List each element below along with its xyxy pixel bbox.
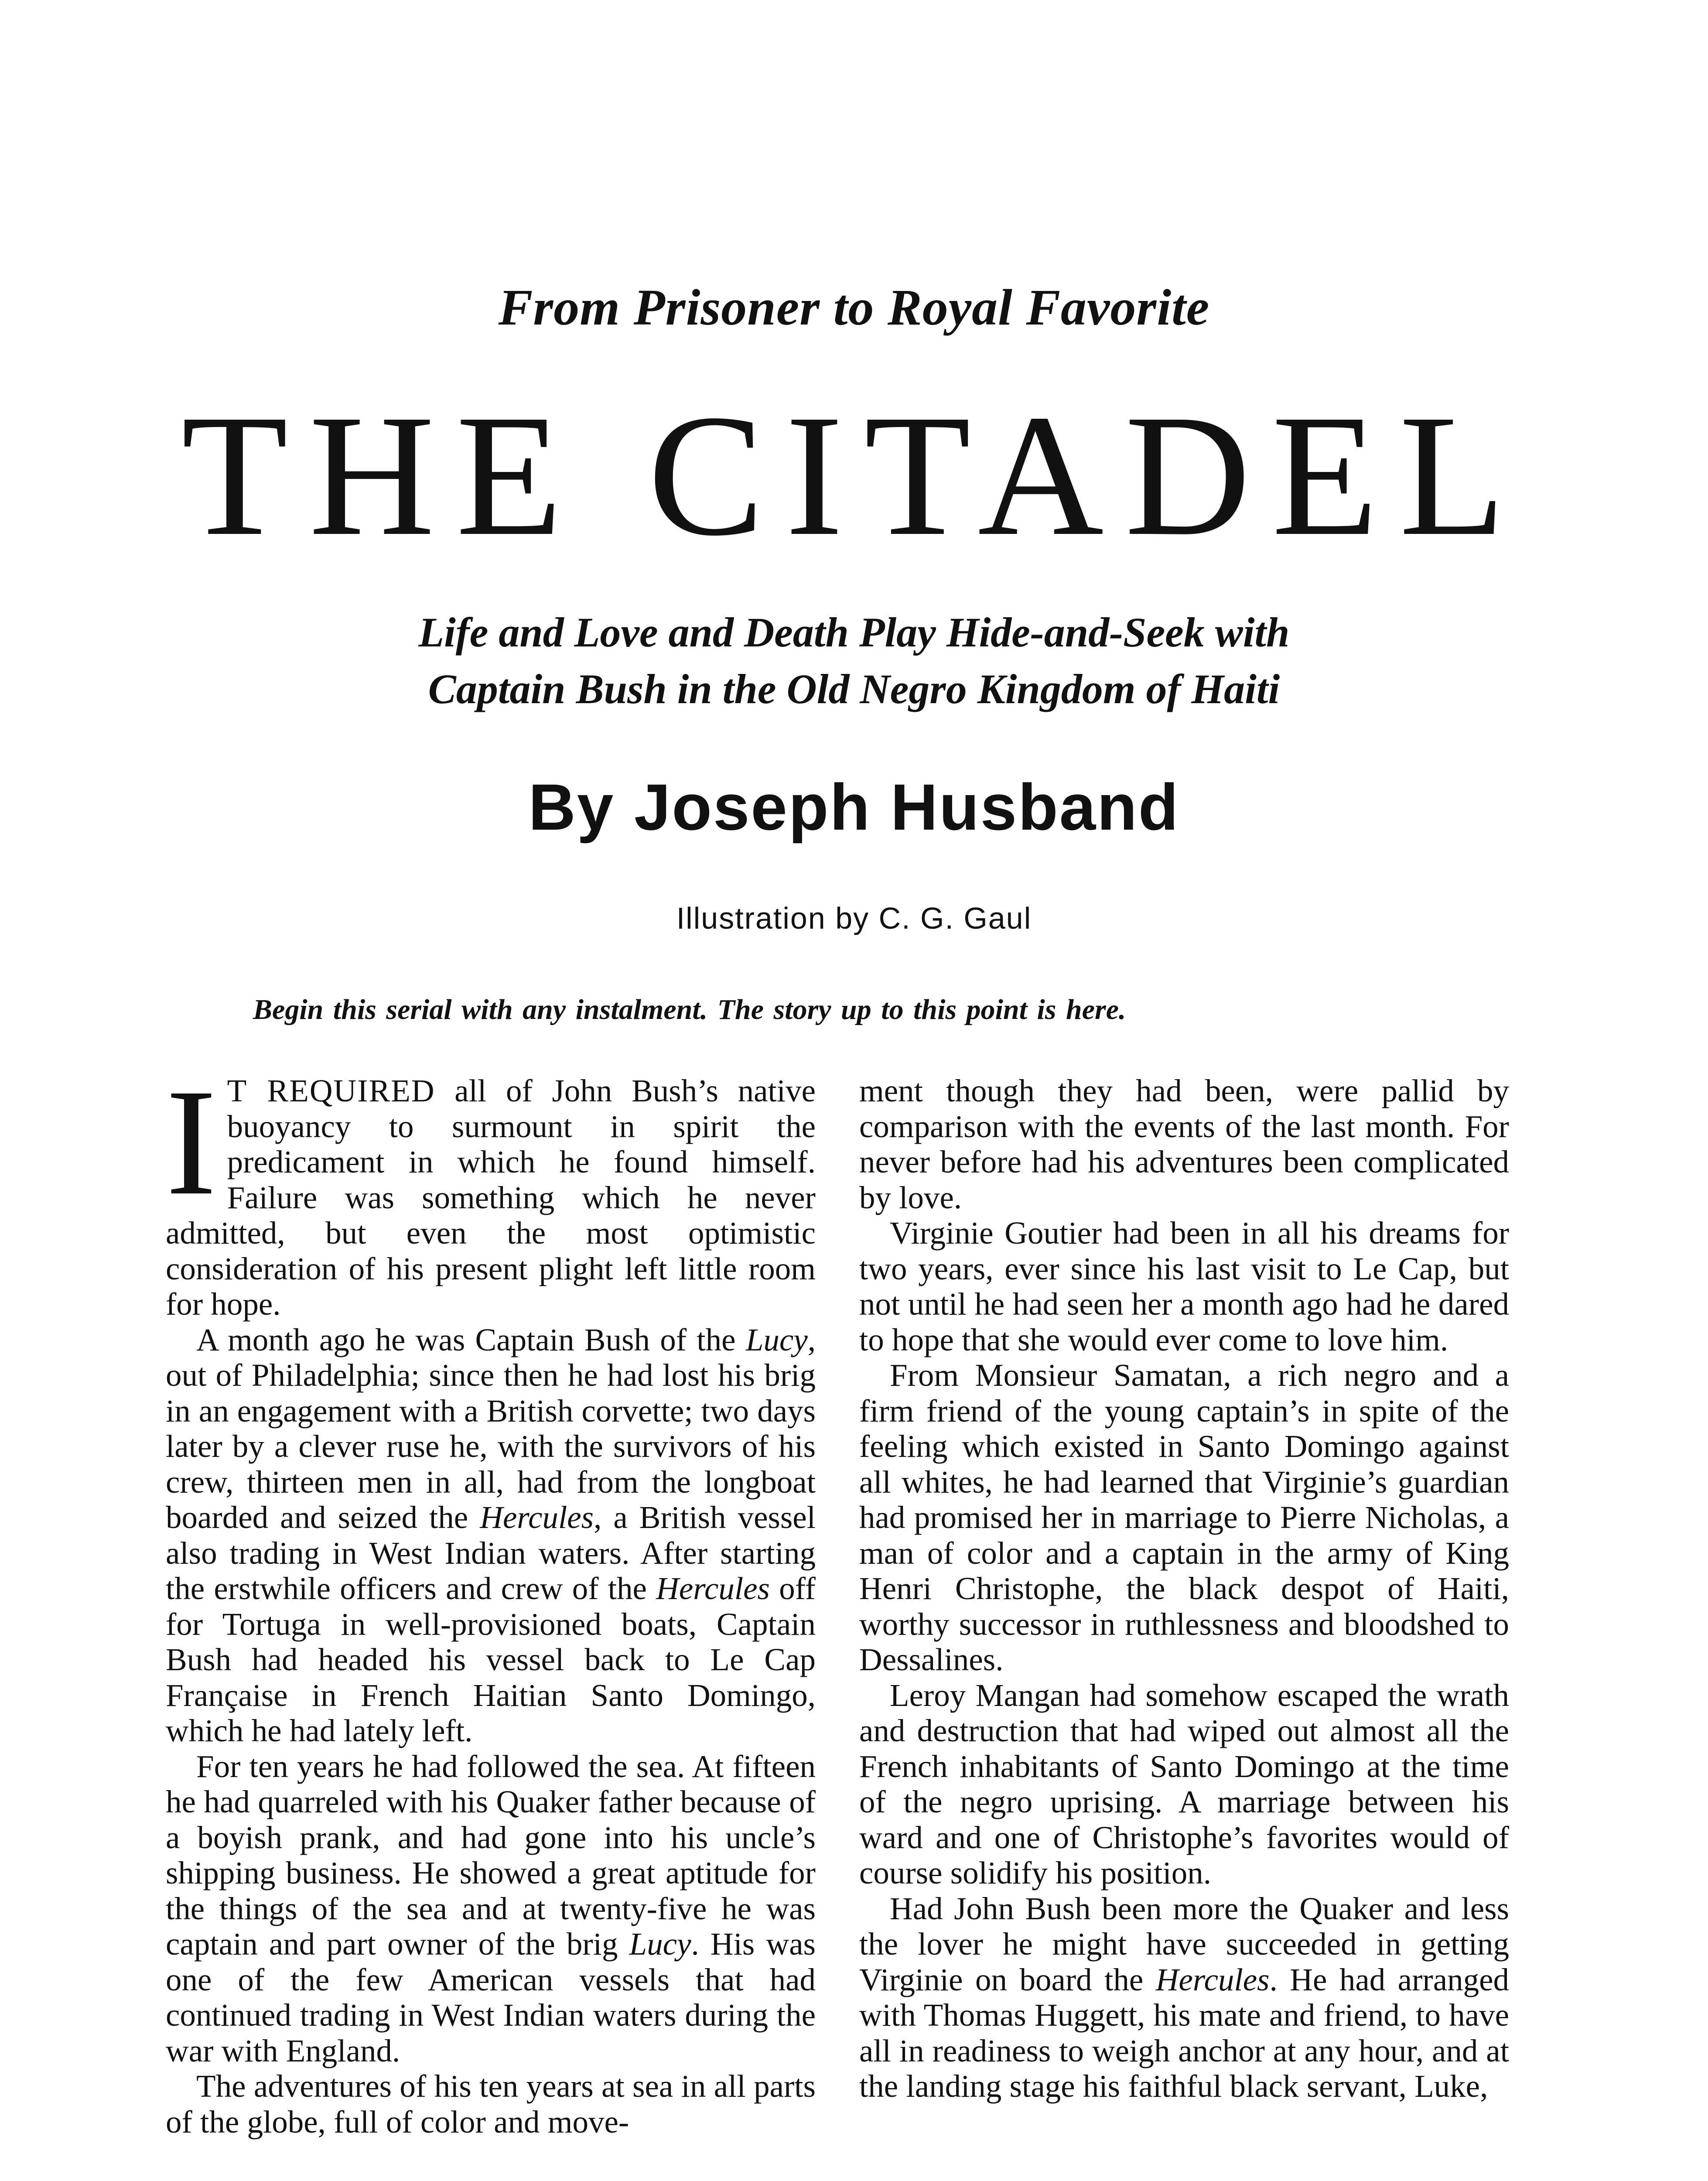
paragraph <box>859 1891 1509 2104</box>
paragraph: ment though they had been, were pallid by comparison with the events of the last month. For never before had his adventures been complicated by love. <box>859 1073 1509 1215</box>
lead-in-caps: T REQUIRED <box>227 1073 435 1108</box>
serial-note: Begin this serial with any instalment. The story up to this point is here. <box>253 994 1126 1026</box>
article-subtitle <box>0 604 1708 718</box>
kicker-title: From Prisoner to Royal Favorite <box>498 279 1210 336</box>
paragraph <box>166 1749 816 2069</box>
ship-name: Hercules <box>480 1500 594 1535</box>
ship-name: Hercules <box>1155 1962 1270 1997</box>
paragraph-text: Had John Bush been more the Quaker and less the lover he might have succeeded in getting Virginie on board the <box>859 1890 1509 1997</box>
ship-name: Lucy <box>629 1926 691 1962</box>
paragraph: The adventures of his ten years at sea in all parts of the globe, full of color and move- <box>166 2068 816 2140</box>
paragraph-text: A month ago he was Captain Bush of the <box>196 1322 746 1357</box>
paragraph-text: all of John Bush’s native buoyancy to surmount in spirit the predicament in which he found himself. Failure was something which he never admitted, but even the most optimistic consideration of his present plight left little room for hope. <box>166 1073 816 1322</box>
article-title: THE CITADEL <box>181 379 1527 572</box>
subtitle-line-2: Captain Bush in the Old Negro Kingdom of Haiti <box>428 666 1280 712</box>
subtitle-line-1: Life and Love and Death Play Hide-and-Seek with <box>418 609 1290 656</box>
paragraph-text: , a British vessel also trading in West Indian waters. After starting the erstwhile officers and crew of the <box>166 1500 816 1606</box>
ship-name: Lucy <box>745 1322 808 1357</box>
paragraph: From Monsieur Samatan, a rich negro and a firm friend of the young captain’s in spite of the feeling which existed in Santo Domingo against all whites, he had learned that Virginie’s guardian had promised her in marriage to Pierre Nicholas, a man of color and a captain in the army of King Henri Christophe, the black despot of Haiti, worthy successor in ruthlessness and bloodshed to Dessalines. <box>859 1357 1509 1677</box>
ship-name: Hercules <box>656 1571 770 1606</box>
paragraph: Leroy Mangan had somehow escaped the wrath and destruction that had wiped out almost all the French inhabitants of Santo Domingo at the time of the negro uprising. A marriage between his ward and one of Christophe’s favorites would of course solidify his position. <box>859 1677 1509 1890</box>
author-byline: By Joseph Husband <box>528 770 1180 844</box>
paragraph: Virginie Goutier had been in all his dreams for two years, ever since his last visit to Le Cap, but not until he had seen her a month ago had he dared to hope that she would ever come to love him. <box>859 1215 1509 1357</box>
paragraph-text: , out of Philadelphia; since then he had lost his brig in an engagement with a British corvette; two days later by a clever ruse he, with the survivors of his crew, thirteen men in all, had from the longboat boarded and seized the <box>166 1322 816 1535</box>
illustration-credit: Illustration by C. G. Gaul <box>676 901 1032 935</box>
paragraph <box>166 1322 816 1749</box>
paragraph-text: For ten years he had followed the sea. At fifteen he had quarreled with his Quaker father because of a boyish prank, and had gone into his uncle’s shipping business. He showed a great aptitude for the things of the sea and at twenty-five he was captain and part owner of the brig <box>166 1748 816 1962</box>
paragraph-text: . His was one of the few American vessels that had continued trading in West Indian waters during the war with England. <box>166 1926 816 2068</box>
left-column <box>166 1057 816 2140</box>
paragraph-text: . He had arranged with Thomas Huggett, his mate and friend, to have all in readiness to weigh anchor at any hour, and at the landing stage his faithful black servant, Luke, <box>859 1962 1509 2104</box>
paragraph <box>166 1057 816 1322</box>
right-column <box>859 1073 1509 2104</box>
paragraph-text: off for Tortuga in well-provisioned boats, Captain Bush had headed his vessel back to Le Cap Française in French Haitian Santo Domingo, which he had lately left. <box>166 1571 816 1748</box>
drop-cap: I <box>166 1057 217 1227</box>
